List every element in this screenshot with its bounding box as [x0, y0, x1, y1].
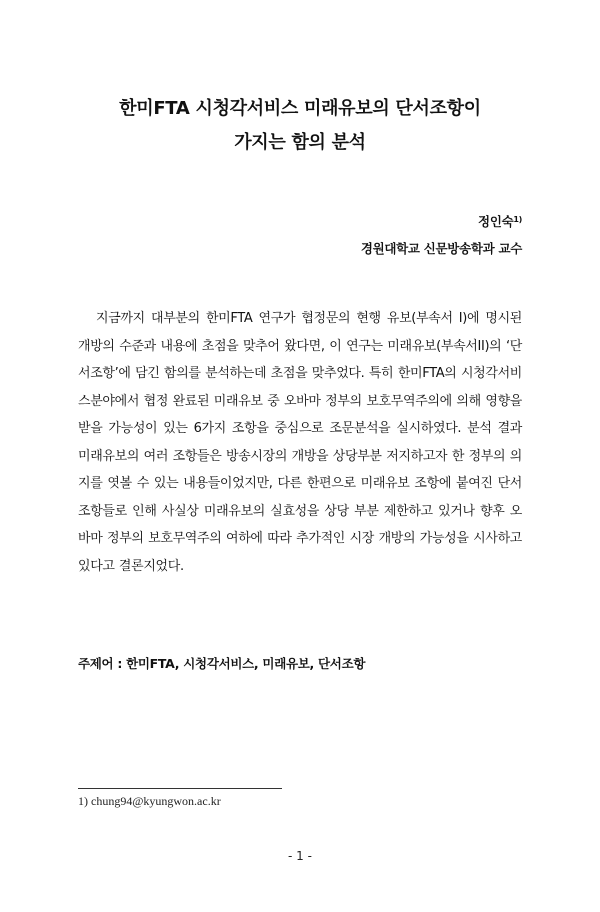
author-footnote-marker: 1) — [513, 215, 522, 224]
footnote-email: 1) chung94@kyungwon.ac.kr — [78, 794, 221, 808]
footnote-divider — [78, 788, 282, 789]
author-affiliation: 경원대학교 신문방송학과 교수 — [360, 241, 522, 256]
author-block — [361, 208, 522, 262]
title-line-2: 가지는 함의 분석 — [234, 132, 366, 153]
keywords-line: 주제어 : 한미FTA, 시청각서비스, 미래유보, 단서조항 — [78, 656, 366, 671]
page-number: - 1 - — [288, 849, 312, 863]
author-name: 정인숙 — [478, 214, 514, 229]
paper-title — [0, 92, 600, 160]
abstract-paragraph: 지금까지 대부분의 한미FTA 연구가 협정문의 현행 유보(부속서 I)에 명시된 개방의 수준과 내용에 초점을 맞추어 왔다면, 이 연구는 미래유보(부속서II)의 ‘단서조항’에 담긴 함의를 분석하는데 초점을 맞추었다. 특히 한미FTA의 시청각서비스분야에서 협정 완료된 미래유보 중 오바마 정부의 보호무역주의에 의해 영향을 받을 가능성이 있는 6가지 조항을 중심으로 조문분석을 실시하였다. 분석 결과 미래유보의 여러 조항들은 방송시장의 개방을 상당부분 저지하고자 한 정부의 의지를 엿볼 수 있는 내용들이었지만, 다른 한편으로 미래유보 조항에 붙여진 단서조항들로 인해 사실상 미래유보의 실효성을 상당 부분 제한하고 있거나 향후 오바마 정부의 보호무역주의 여하에 따라 추가적인 시장 개방의 가능성을 시사하고 있다고 결론지었다. — [78, 311, 522, 574]
title-line-1: 한미FTA 시청각서비스 미래유보의 단서조항이 — [119, 98, 481, 119]
author-name-line — [361, 208, 522, 235]
